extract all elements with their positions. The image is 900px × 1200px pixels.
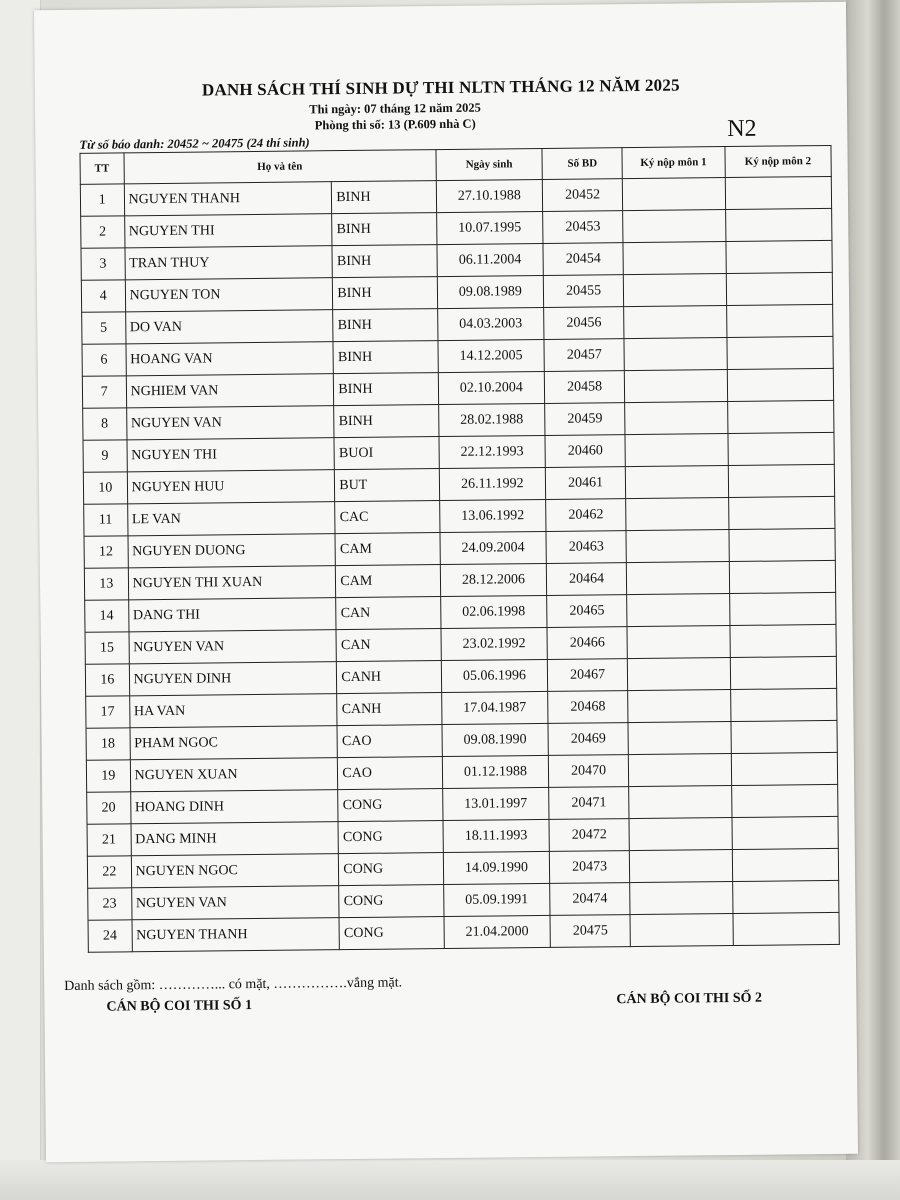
signature-cell-2 (727, 368, 834, 401)
row-number: 23 (88, 888, 132, 920)
dob-cell: 01.12.1988 (442, 755, 549, 788)
row-number: 7 (82, 376, 126, 408)
surname-cell: HOANG DINH (130, 790, 338, 824)
surname-cell: NGUYEN THANH (132, 918, 340, 952)
signature-cell-1 (623, 242, 726, 275)
given-name-cell: BUOI (334, 437, 439, 470)
row-number: 2 (81, 216, 125, 248)
signature-cell-1 (629, 754, 732, 787)
signature-cell-2 (726, 304, 833, 337)
candidate-number-cell: 20475 (550, 915, 630, 948)
dob-cell: 26.11.1992 (439, 467, 546, 500)
dob-cell: 27.10.1988 (436, 179, 543, 212)
candidate-number-cell: 20452 (542, 179, 622, 212)
signature-cell-1 (624, 370, 727, 403)
given-name-cell: BINH (334, 373, 439, 406)
column-header-sign2: Ký nộp môn 2 (725, 145, 832, 177)
surname-cell: DANG MINH (131, 822, 339, 856)
dob-cell: 22.12.1993 (439, 435, 546, 468)
row-number: 19 (86, 760, 130, 792)
signature-cell-1 (623, 210, 726, 243)
row-number: 11 (84, 504, 128, 536)
candidate-list-sheet (34, 2, 858, 1162)
signature-cell-2 (728, 432, 835, 465)
given-name-cell: BINH (332, 245, 437, 278)
candidate-number-range: Từ số báo danh: 20452 ~ 20475 (24 thí sinh) (79, 135, 310, 152)
row-number: 14 (85, 600, 129, 632)
candidate-number-cell: 20454 (543, 243, 623, 276)
dob-cell: 09.08.1989 (437, 275, 544, 308)
column-header-sign1: Ký nộp môn 1 (622, 147, 725, 179)
candidate-number-cell: 20463 (546, 531, 626, 564)
signature-cell-1 (628, 690, 731, 723)
signature-cell-2 (725, 176, 832, 209)
given-name-cell: CONG (338, 789, 443, 822)
signature-cell-2 (726, 272, 833, 305)
signature-cell-2 (727, 400, 834, 433)
candidate-number-cell: 20457 (544, 339, 624, 372)
dob-cell: 10.07.1995 (436, 211, 543, 244)
candidate-number-cell: 20460 (545, 435, 625, 468)
candidate-number-cell: 20453 (543, 211, 623, 244)
column-header-name: Họ và tên (124, 150, 436, 184)
sheet-code: N2 (727, 115, 757, 143)
surname-cell: NGUYEN DINH (129, 662, 337, 696)
dob-cell: 23.02.1992 (441, 627, 548, 660)
surname-cell: DO VAN (125, 310, 333, 344)
signature-cell-2 (730, 656, 837, 689)
dob-cell: 04.03.2003 (437, 307, 544, 340)
dob-cell: 13.01.1997 (442, 787, 549, 820)
signature-cell-1 (624, 338, 727, 371)
dob-cell: 24.09.2004 (440, 531, 547, 564)
given-name-cell: BINH (334, 405, 439, 438)
signature-cell-2 (730, 624, 837, 657)
signature-cell-2 (728, 464, 835, 497)
row-number: 20 (87, 792, 131, 824)
given-name-cell: BINH (333, 277, 438, 310)
candidate-number-cell: 20472 (549, 819, 629, 852)
signature-cell-2 (727, 336, 834, 369)
dob-cell: 02.10.2004 (438, 371, 545, 404)
row-number: 24 (88, 920, 132, 952)
dob-cell: 28.12.2006 (440, 563, 547, 596)
surname-cell: NGUYEN VAN (129, 630, 337, 664)
given-name-cell: CAO (338, 757, 443, 790)
surname-cell: NGUYEN THI (127, 438, 335, 472)
signature-cell-2 (731, 752, 838, 785)
candidate-number-cell: 20474 (550, 883, 630, 916)
given-name-cell: CAN (336, 629, 441, 662)
candidate-number-cell: 20459 (545, 403, 625, 436)
given-name-cell: BINH (333, 309, 438, 342)
signature-cell-1 (625, 434, 728, 467)
given-name-cell: CONG (339, 853, 444, 886)
signature-cell-1 (630, 914, 733, 947)
candidate-number-cell: 20465 (547, 595, 627, 628)
dob-cell: 14.12.2005 (438, 339, 545, 372)
signature-cell-2 (729, 560, 836, 593)
surname-cell: HA VAN (129, 694, 337, 728)
surname-cell: LE VAN (127, 502, 335, 536)
given-name-cell: CANH (337, 661, 442, 694)
signature-cell-1 (627, 626, 730, 659)
dob-cell: 18.11.1993 (443, 819, 550, 852)
row-number: 16 (85, 664, 129, 696)
candidate-number-cell: 20471 (549, 787, 629, 820)
surname-cell: NGUYEN XUAN (130, 758, 338, 792)
given-name-cell: BINH (333, 341, 438, 374)
signature-cell-2 (730, 688, 837, 721)
signature-cell-2 (732, 880, 839, 913)
given-name-cell: BINH (332, 213, 437, 246)
surname-cell: DANG THI (128, 598, 336, 632)
column-header-sbd: Số BD (542, 148, 622, 180)
given-name-cell: BUT (335, 469, 440, 502)
dob-cell: 09.08.1990 (442, 723, 549, 756)
exam-date: Thi ngày: 07 tháng 12 năm 2025 (309, 100, 481, 117)
signature-cell-2 (729, 528, 836, 561)
surname-cell: NGUYEN VAN (126, 406, 334, 440)
signature-cell-1 (626, 498, 729, 531)
row-number: 6 (82, 344, 126, 376)
given-name-cell: CONG (339, 885, 444, 918)
table-row (88, 912, 839, 952)
signature-cell-1 (623, 274, 726, 307)
dob-cell: 02.06.1998 (440, 595, 547, 628)
proctor-2-label: CÁN BỘ COI THI SỐ 2 (616, 990, 763, 1008)
given-name-cell: CAN (336, 597, 441, 630)
surname-cell: NGUYEN DUONG (128, 534, 336, 568)
document-title: DANH SÁCH THÍ SINH DỰ THI NLTN THÁNG 12 NĂM 2025 (201, 75, 680, 100)
candidate-number-cell: 20467 (547, 659, 627, 692)
dob-cell: 06.11.2004 (437, 243, 544, 276)
board-bottom-edge (0, 1160, 900, 1200)
signature-cell-2 (728, 496, 835, 529)
surname-cell: NGUYEN HUU (127, 470, 335, 504)
surname-cell: NGHIEM VAN (126, 374, 334, 408)
attendance-summary: Danh sách gồm: …………... có mặt, …………….vắng mặt. (64, 975, 403, 995)
row-number: 17 (86, 696, 130, 728)
surname-cell: NGUYEN THANH (124, 182, 332, 216)
candidate-number-cell: 20458 (544, 371, 624, 404)
candidate-number-cell: 20455 (543, 275, 623, 308)
surname-cell: NGUYEN TON (125, 278, 333, 312)
signature-cell-2 (725, 240, 832, 273)
row-number: 9 (83, 440, 127, 472)
candidate-number-cell: 20461 (545, 467, 625, 500)
given-name-cell: BINH (332, 181, 437, 214)
signature-cell-2 (731, 720, 838, 753)
row-number: 10 (83, 472, 127, 504)
dob-cell: 05.09.1991 (443, 883, 550, 916)
signature-cell-2 (725, 208, 832, 241)
row-number: 22 (87, 856, 131, 888)
signature-cell-1 (630, 850, 733, 883)
row-number: 18 (86, 728, 130, 760)
signature-cell-2 (731, 784, 838, 817)
signature-cell-1 (624, 306, 727, 339)
signature-cell-2 (732, 816, 839, 849)
signature-cell-1 (626, 562, 729, 595)
dob-cell: 28.02.1988 (438, 403, 545, 436)
row-number: 12 (84, 536, 128, 568)
proctor-1-label: CÁN BỘ COI THI SỐ 1 (106, 998, 253, 1015)
given-name-cell: CAC (335, 501, 440, 534)
signature-cell-1 (625, 402, 728, 435)
surname-cell: PHAM NGOC (130, 726, 338, 760)
row-number: 1 (80, 184, 124, 216)
row-number: 3 (81, 248, 125, 280)
dob-cell: 17.04.1987 (441, 691, 548, 724)
dob-cell: 05.06.1996 (441, 659, 548, 692)
candidate-number-cell: 20468 (548, 691, 628, 724)
dob-cell: 14.09.1990 (443, 851, 550, 884)
row-number: 8 (83, 408, 127, 440)
row-number: 13 (84, 568, 128, 600)
signature-cell-2 (732, 848, 839, 881)
signature-cell-1 (629, 818, 732, 851)
row-number: 4 (81, 280, 125, 312)
row-number: 21 (87, 824, 131, 856)
column-header-dob: Ngày sinh (436, 148, 543, 180)
surname-cell: NGUYEN VAN (131, 886, 339, 920)
surname-cell: NGUYEN THI (124, 214, 332, 248)
candidate-number-cell: 20469 (548, 723, 628, 756)
signature-cell-1 (628, 722, 731, 755)
surname-cell: TRAN THUY (125, 246, 333, 280)
surname-cell: NGUYEN NGOC (131, 854, 339, 888)
row-number: 15 (85, 632, 129, 664)
signature-cell-1 (625, 466, 728, 499)
given-name-cell: CAM (335, 533, 440, 566)
candidate-number-cell: 20462 (546, 499, 626, 532)
given-name-cell: CAO (337, 725, 442, 758)
candidate-table (79, 145, 839, 953)
candidate-number-cell: 20456 (544, 307, 624, 340)
candidate-number-cell: 20464 (546, 563, 626, 596)
candidate-number-cell: 20473 (549, 851, 629, 884)
exam-room: Phòng thi số: 13 (P.609 nhà C) (314, 116, 476, 133)
signature-cell-2 (733, 912, 840, 945)
signature-cell-1 (627, 594, 730, 627)
given-name-cell: CAM (336, 565, 441, 598)
signature-cell-1 (626, 530, 729, 563)
dob-cell: 21.04.2000 (444, 915, 551, 948)
candidate-number-cell: 20470 (548, 755, 628, 788)
row-number: 5 (82, 312, 126, 344)
signature-cell-1 (630, 882, 733, 915)
given-name-cell: CANH (337, 693, 442, 726)
candidate-number-cell: 20466 (547, 627, 627, 660)
surname-cell: HOANG VAN (126, 342, 334, 376)
given-name-cell: CONG (338, 821, 443, 854)
given-name-cell: CONG (339, 917, 444, 950)
column-header-tt: TT (80, 153, 124, 184)
signature-cell-1 (629, 786, 732, 819)
dob-cell: 13.06.1992 (439, 499, 546, 532)
signature-cell-1 (622, 178, 725, 211)
signature-cell-2 (729, 592, 836, 625)
surname-cell: NGUYEN THI XUAN (128, 566, 336, 600)
signature-cell-1 (627, 658, 730, 691)
